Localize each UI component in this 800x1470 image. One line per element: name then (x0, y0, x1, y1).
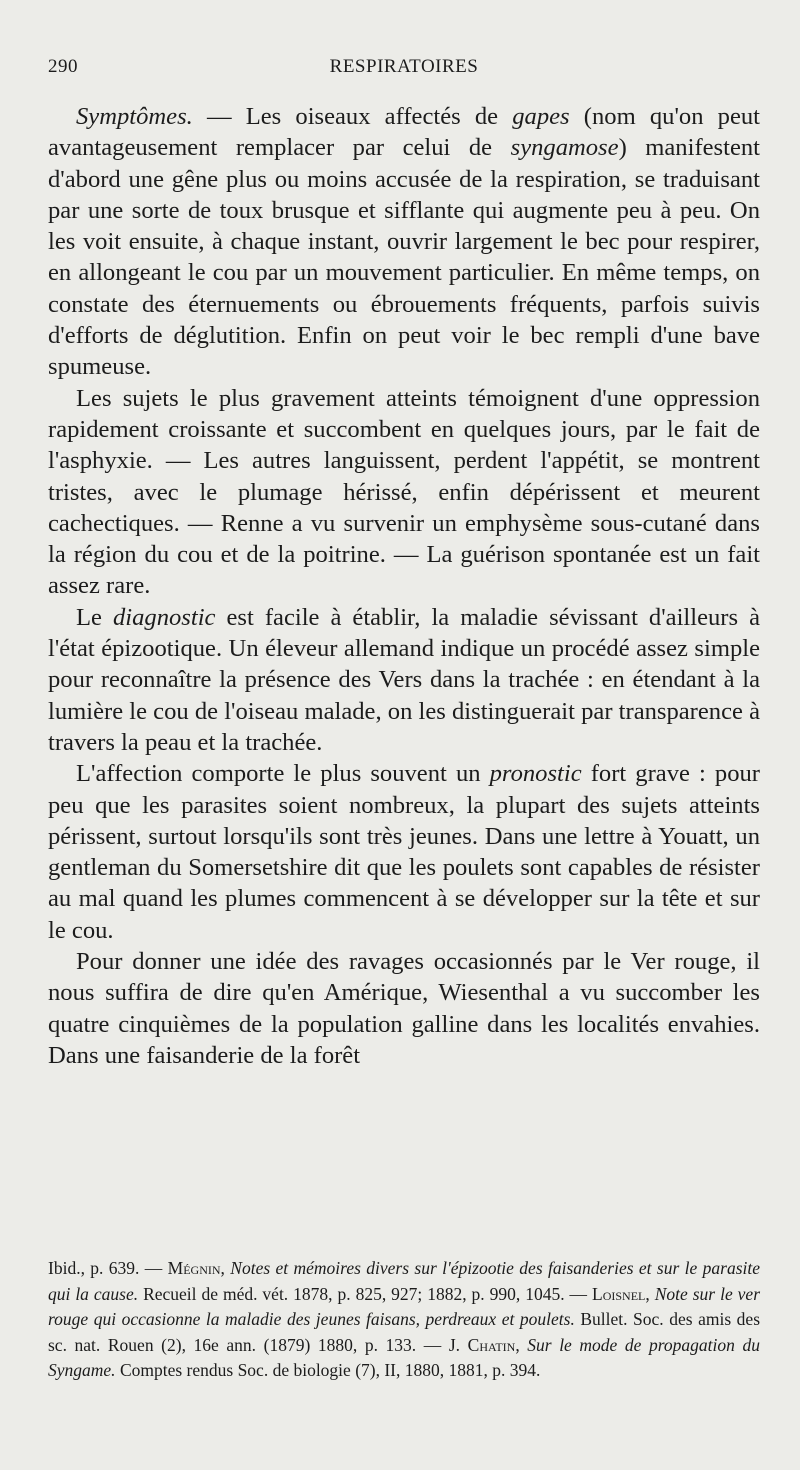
footnotes (48, 1256, 760, 1384)
text-run: L'affection comporte le plus souvent un (76, 760, 490, 788)
text-run: (nom qu'on peut avantageusement remplacer par celui de (48, 103, 760, 162)
page-header (48, 56, 760, 86)
footnote-run: Ibid., p. 639. — (48, 1258, 168, 1278)
text-run: ) manifestent d'abord une gêne plus ou moins accusée de la respiration, se traduisant par une sorte de toux brusque et sifflante qui augmente peu à peu. On les voit ensuite, à chaque instant, ouvrir largement le bec pour respirer, en allongeant le cou par un mouvement particulier. En même temps, on constate des éternuements ou ébrouements fréquents, parfois suivis d'efforts de déglutition. Enfin on peut voir le bec rempli d'une bave spumeuse. (48, 134, 760, 381)
paragraph-symptoms (48, 101, 760, 383)
term-pronostic: pronostic (489, 760, 582, 788)
title-chatin: Sur le mode de propagation du Syngame. (48, 1334, 760, 1381)
page-number: 290 (48, 56, 78, 77)
footnote-run: Bullet. Soc. des amis des sc. nat. Rouen (2), 16e ann. (1879) 1880, p. 133. — J. (48, 1309, 760, 1355)
term-diagnostic: diagnostic (112, 603, 216, 631)
title-megnin: Notes et mémoires divers sur l'épizootie des faisanderies et sur le parasite qui la cause. (48, 1258, 760, 1304)
footnote-run: , (515, 1334, 528, 1355)
author-loisnel: Loisnel (592, 1283, 646, 1304)
author-chatin: Chatin (467, 1334, 516, 1355)
title-loisnel: Note sur le ver rouge qui occasionne la maladie des jeunes faisans, perdreaux et poulets. (48, 1283, 761, 1330)
paragraph-severe-cases: Les sujets le plus gravement atteints témoignent d'une oppression rapidement croissante et succombent en quelques jours, par le fait de l'asphyxie. — Les autres languissent, perdent l'appétit, se montrent tristes, avec le plumage hérissé, enfin dépérissent et meurent cachectiques. — Renne a vu survenir un emphysème sous-cutané dans la région du cou et de la poitrine. — La guérison spontanée est un fait assez rare. (48, 384, 760, 600)
section-heading-symptoms: Symptômes. (76, 103, 193, 130)
text-run: — Les oiseaux affectés de (192, 103, 513, 130)
paragraph-ravages: Pour donner une idée des ravages occasionnés par le Ver rouge, il nous suffira de dire qu'en Amérique, Wiesenthal a vu succomber les quatre cinquièmes de la population galline dans les localités envahies. Dans une faisanderie de la forêt (48, 948, 760, 1069)
term-gapes: gapes (512, 103, 570, 130)
text-run: est facile à établir, la maladie sévissant d'ailleurs à l'état épizootique. Un éleveur allemand indique un procédé assez simple pour reconnaître la présence des Vers dans la trachée : en étendant à la lumière le cou de l'oiseau malade, on les distinguerait par transparence à travers la peau et la trachée. (48, 603, 760, 756)
text-run: fort grave : pour peu que les parasites soient nombreux, la plupart des sujets atteints périssent, surtout lorsqu'ils sont très jeunes. Dans une lettre à Youatt, un gentleman du Somersetshire dit que les poulets sont capables de résister au mal quand les plumes commencent à se développer sur la tête et sur le cou. (48, 760, 760, 944)
text-run: Le (76, 603, 113, 631)
footnote-run: Recueil de méd. vét. 1878, p. 825, 927; 1882, p. 990, 1045. — (138, 1283, 593, 1304)
running-head: RESPIRATOIRES (329, 56, 479, 77)
author-megnin: Mégnin (167, 1258, 221, 1278)
footnote-run: , (220, 1258, 231, 1278)
term-syngamose: syngamose (510, 134, 619, 162)
footnote-run: Comptes rendus Soc. de biologie (7), II, 1880, 1881, p. 394. (115, 1360, 541, 1381)
paragraph-pronostic (48, 758, 760, 946)
footnote-run: , (645, 1283, 655, 1304)
body-text (48, 101, 760, 1071)
paragraph-diagnostic (48, 602, 760, 758)
footnote-text (48, 1256, 760, 1384)
